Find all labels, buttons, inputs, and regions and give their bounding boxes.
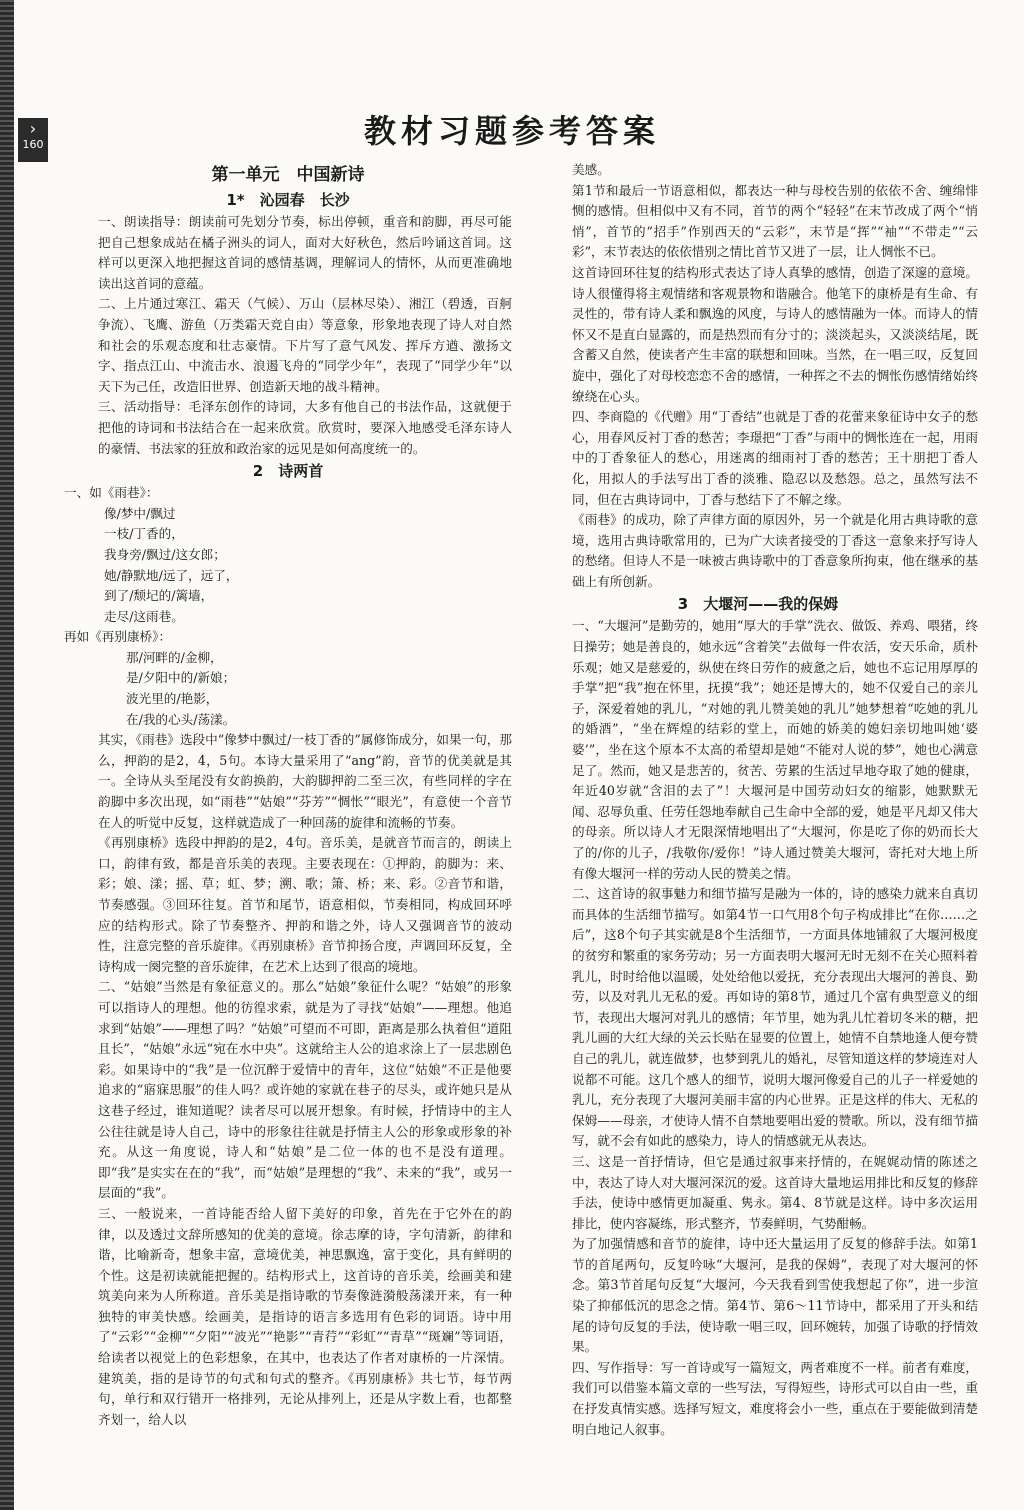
poem-line: 一枝/丁香的， — [104, 526, 184, 542]
poem-line: 到了/颓圮的/篱墙， — [104, 588, 214, 604]
answer-paragraph: 其实，《雨巷》选段中“像梦中飘过/一枝丁香的”属修饰成分，如果一句，那么，押韵的是2，4，5句。本诗大量采用了“ang”韵，音节的优美就是其一。全诗从头至尾没有女韵换韵，大韵脚押韵二至三次，有些同样的字在韵脚中多次出现，如“雨巷”“姑娘”“芬芳”“惆怅”“眼光”，有意使一个音节在人的听觉中反复，这样就造成了一种回荡的旋律和流畅的节奏。 — [98, 732, 512, 830]
answer-paragraph: 为了加强情感和音节的旋律，诗中还大量运用了反复的修辞手法。如第1节的首尾两句，反复吟咏“大堰河，是我的保姆”，表现了对大堰河的怀念。第3节首尾句反复“大堰河，今天我看到雪使我想起了你”，进一步渲染了抑郁低沉的思念之情。第4节、第6～11节诗中，都采用了开头和结尾的诗句反复的手法，使诗歌一唱三叹，回环婉转，加强了诗歌的抒情效果。 — [572, 1236, 978, 1355]
lesson-title: 3 大堰河——我的保姆 — [677, 595, 839, 614]
answer-paragraph: 美感。 — [572, 162, 610, 177]
poem-line: 她/静默地/远了，远了， — [104, 567, 239, 583]
answer-paragraph: 一、朗读指导：朗读前可先划分节奏，标出停顿，重音和韵脚，再尽可能把自己想象成站在橘子洲头的词人，面对大好秋色，然后吟诵这首词。这样可以更深入地把握这首词的感情基调，理解词人的情怀，从而更准确地读出这首词的意蕴。 — [98, 214, 512, 291]
answer-paragraph: 二、“姑娘”当然是有象征意义的。那么“姑娘”象征什么呢？“姑娘”的形象可以指诗人的理想。他的彷徨求索，就是为了寻找“姑娘”——理想。他追求到“姑娘”——理想了吗？“姑娘”可望而不可即，距离是那么执着但“道阻且长”，“姑娘”永远“宛在水中央”。这就给主人公的追求涂上了一层悲剧色彩。如果诗中的“我”是一位沉醉于爱情中的青年，这位“姑娘”不正是他要追求的“寤寐思服”的佳人吗？或许她的家就在巷子的尽头，或许她只是从这巷子经过，谁知道呢？读者尽可以展开想象。有时候，抒情诗中的主人公往往就是诗人自己，诗中的形象往往就是抒情主人公的形象或形象的补充。从这一角度说，诗人和“姑娘”是二位一体的也不是没有道理。即“我”是实实在在的“我”，而“姑娘”是理想的“我”、未来的“我”，或另一层面的“我”。 — [98, 979, 512, 1201]
answer-paragraph: 四、李商隐的《代赠》用“丁香结”也就是丁香的花蕾来象征诗中女子的愁心，用春风反衬丁香的愁苦；李璟把“丁香”与雨中的惆怅连在一起，用雨中的丁香象征人的愁心，用迷离的细雨衬丁香的愁苦；王十朋把丁香人化，用拟人的手法写出丁香的淡雅、隐忍以及愁怨。总之，虽然写法不同，但在古典诗词中，丁香与愁结下了不解之缘。 — [572, 409, 978, 507]
lesson-title: 2 诗两首 — [252, 462, 324, 481]
unit-title: 第一单元 中国新诗 — [211, 165, 365, 185]
poem-line: 是/夕阳中的/新娘； — [126, 670, 236, 686]
right-column — [538, 160, 978, 1440]
lesson-title: 1* 沁园春 长沙 — [226, 191, 350, 209]
answer-paragraph: 二、上片通过寒江、霜天（气候）、万山（层林尽染）、湘江（碧透，百舸争流）、飞鹰、游鱼（万类霜天竞自由）等意象，形象地表现了诗人对自然和社会的乐观态度和壮志豪情。下片写了意气风发、挥斥方遒、激扬文字、指点江山、中流击水、浪遏飞舟的“同学少年”，表现了“同学少年”以天下为己任，改造旧世界、创造新天地的战斗精神。 — [98, 296, 512, 394]
poem-line: 波光里的/艳影， — [126, 691, 219, 707]
poem-line: 我身旁/飘过/这女郎； — [104, 546, 226, 562]
answer-paragraph: 三、一般说来，一首诗能否给人留下美好的印象，首先在于它外在的韵律，以及透过文辞所感知的优美的意境。徐志摩的诗，字句清新，韵律和谐，比喻新奇，想象丰富，意境优美，神思飘逸，富于变化，具有鲜明的个性。这是初读就能把握的。结构形式上，这首诗的音乐美，绘画美和建筑美向来为人所称道。音乐美是指诗歌的节奏像涟漪般荡漾开来，有一种独特的审美快感。绘画美，是指诗的语言多选用有色彩的词语。诗中用了“云彩”“金柳”“夕阳”“波光”“艳影”“青荇”“彩虹”“青草”“斑斓”等词语，给读者以视觉上的色彩想象，在其中，也表达了作者对康桥的一片深情。建筑美，指的是诗节的句式和句式的整齐。《再别康桥》共七节，每节两句，单行和双行错开一格排列，无论从排列上，还是从字数上看，也都整齐划一，给人以 — [98, 1205, 512, 1427]
answer-paragraph: 一、“大堰河”是勤劳的，她用“厚大的手掌”洗衣、做饭、养鸡、喂猪，终日操劳；她是善良的，她永远“含着笑”去做每一件农活，安天乐命，质朴乐观；她又是慈爱的，纵使在终日劳作的疲惫之后，她也不忘记用厚厚的手掌”把“我”抱在怀里，抚摸“我”；她还是博大的，她不仅爱自己的亲儿子，深爱着她的乳儿，“对她的乳儿赞美她的乳儿”她梦想着“吃她的乳儿的婚酒”，“坐在辉煌的结彩的堂上，而她的娇美的媳妇亲切地叫她‘婆婆’”，坐在这个原本不太高的希望却是她“不能对人说的梦”，她也心满意足了。然而，她又是悲苦的，贫苦、劳累的生活过早地夺取了她的健康，年近40岁就“含泪的去了”！大堰河是中国劳动妇女的缩影，她默默无闻、忍辱负重、任劳任怨地奉献自己生命中全部的爱，她是平凡却又伟大的母亲。所以诗人才无限深情地唱出了“大堰河，你是吃了你的奶而长大了的/你的儿子，/我敬你/爱你！”诗人通过赞美大堰河，寄托对大地上所有像大堰河一样的劳动人民的赞美之情。 — [572, 618, 978, 881]
page-title: 教材习题参考答案 — [363, 112, 660, 150]
answer-paragraph: 三、这是一首抒情诗，但它是通过叙事来抒情的，在娓娓动情的陈述之中，表达了诗人对大堰河深沉的爱。这首诗大量地运用排比和反复的修辞手法，使诗中感情更加凝重、隽永。第4、8节就是这样。诗中多次运用排比，使内容凝练，形式整齐，节奏鲜明，气势酣畅。 — [572, 1153, 978, 1231]
answer-paragraph: 《再别康桥》选段中押韵的是2，4句。音乐美，是就音节而言的，朗读上口，韵律有致，都是音乐美的表现。主要表现在：①押韵，韵脚为：来、彩；娘、漾；摇、草；虹、梦；溯、歌；箫、桥；来、彩。②音节和谐，节奏感强。③回环往复。首节和尾节，语意相似，节奏相同，构成回环呼应的结构形式。除了节奏整齐、押韵和谐之外，诗人又强调音节的波动性，注意完整的音乐旋律。《再别康桥》音节抑扬合度，声调回环反复，全诗构成一阕完整的音乐旋律，在艺术上达到了很高的境地。 — [98, 835, 512, 974]
poem-lead: 一、如《雨巷》： — [64, 485, 159, 501]
binding-edge — [0, 0, 14, 1510]
answer-paragraph: 四、写作指导：写一首诗或写一篇短文，两者难度不一样。前者有难度，我们可以借鉴本篇文章的一些写法，写得短些，诗形式可以自由一些，重在抒发真情实感。选择写短文，难度将会小一些，重点在于要能做到清楚明白地记人叙事。 — [572, 1359, 978, 1437]
poem-excerpt — [64, 627, 512, 730]
answer-paragraph: 二、这首诗的叙事魅力和细节描写是融为一体的，诗的感染力就来自真切而具体的生活细节描写。如第4节一口气用8个句子构成排比“在你……之后”，这8个句子其实就是8个生活细节，一方面具体地铺叙了大堰河极度的贫穷和繁重的家务劳动；另一方面表明大堰河无时无刻不在关心照料着乳儿，时时给他以温暖，处处给他以爱抚，充分表现出大堰河的善良、勤劳，以及对乳儿无私的爱。再如诗的第8节，通过几个富有典型意义的细节，表现出大堰河对乳儿的感情；年节里，她为乳儿忙着切冬米的糖，把乳儿画的大红大绿的关云长贴在显要的位置上，她情不自禁地逢人便夸赞自己的乳儿，就连做梦，也梦到乳儿的婚礼，尽管知道这样的梦境连对人说都不可能。这几个感人的细节，说明大堰河像爱自己的儿子一样爱她的乳儿，充分表现了大堰河美丽丰富的内心世界。正是这样的伟大、无私的保姆——母亲，才使诗人情不自禁地要唱出爱的赞歌。所以，没有细节描写，就不会有如此的感染力，诗人的情感就无从表达。 — [572, 886, 978, 1149]
answer-paragraph: 三、活动指导：毛泽东创作的诗词，大多有他自己的书法作品，这就便于把他的诗词和书法结合在一起来欣赏。欣赏时，要深入地感受毛泽东诗人的豪情、书法家的狂放和政治家的远见是如何高度统一的。 — [98, 399, 512, 456]
poem-line: 那/河畔的/金柳， — [126, 649, 223, 665]
poem-lead: 再如《再别康桥》： — [64, 629, 172, 645]
poem-line: 走尽/这雨巷。 — [104, 608, 184, 624]
chevron-right-icon: › — [29, 119, 37, 138]
left-column — [64, 160, 512, 1430]
answer-paragraph: 这首诗回环往复的结构形式表达了诗人真挚的感情，创造了深邃的意境。诗人很懂得将主观情绪和客观景物和谐融合。他笔下的康桥是有生命、有灵性的，带有诗人柔和飘逸的风度，与诗人的感情融为一体。而诗人的情怀又不是直白显露的，而是热烈而有分寸的；淡淡起头，又淡淡结尾，既含蓄又自然，使读者产生丰富的联想和回味。当然，在一唱三叹，反复回旋中，强化了对母校恋恋不舍的感情，一种挥之不去的惆怅伤感情绪始终缭绕在心头。 — [572, 264, 978, 404]
answer-paragraph: 《雨巷》的成功，除了声律方面的原因外，另一个就是化用古典诗歌的意境，选用古典诗歌常用的，已为广大读者接受的丁香这一意象来抒写诗人的愁绪。但诗人不是一味被古典诗歌中的丁香意象所拘束，他在继承的基础上有所创新。 — [572, 512, 978, 589]
poem-line: 在/我的心头/荡漾。 — [126, 711, 236, 727]
poem-line: 像/梦中/飘过 — [104, 505, 176, 521]
page-number: 160 — [22, 138, 44, 151]
poem-excerpt — [64, 483, 512, 627]
answer-paragraph: 第1节和最后一节语意相似，都表达一种与母校告别的依依不舍、缠绵悱恻的感情。但相似中又有不同，首节的两个“轻轻”在末节改成了两个“悄悄”，首节的“招手”作别西天的“云彩”，末节是“挥”“袖”“不带走”“云彩”，末节表达的依依惜别之情比首节又进了一层，让人惆怅不已。 — [572, 182, 978, 260]
